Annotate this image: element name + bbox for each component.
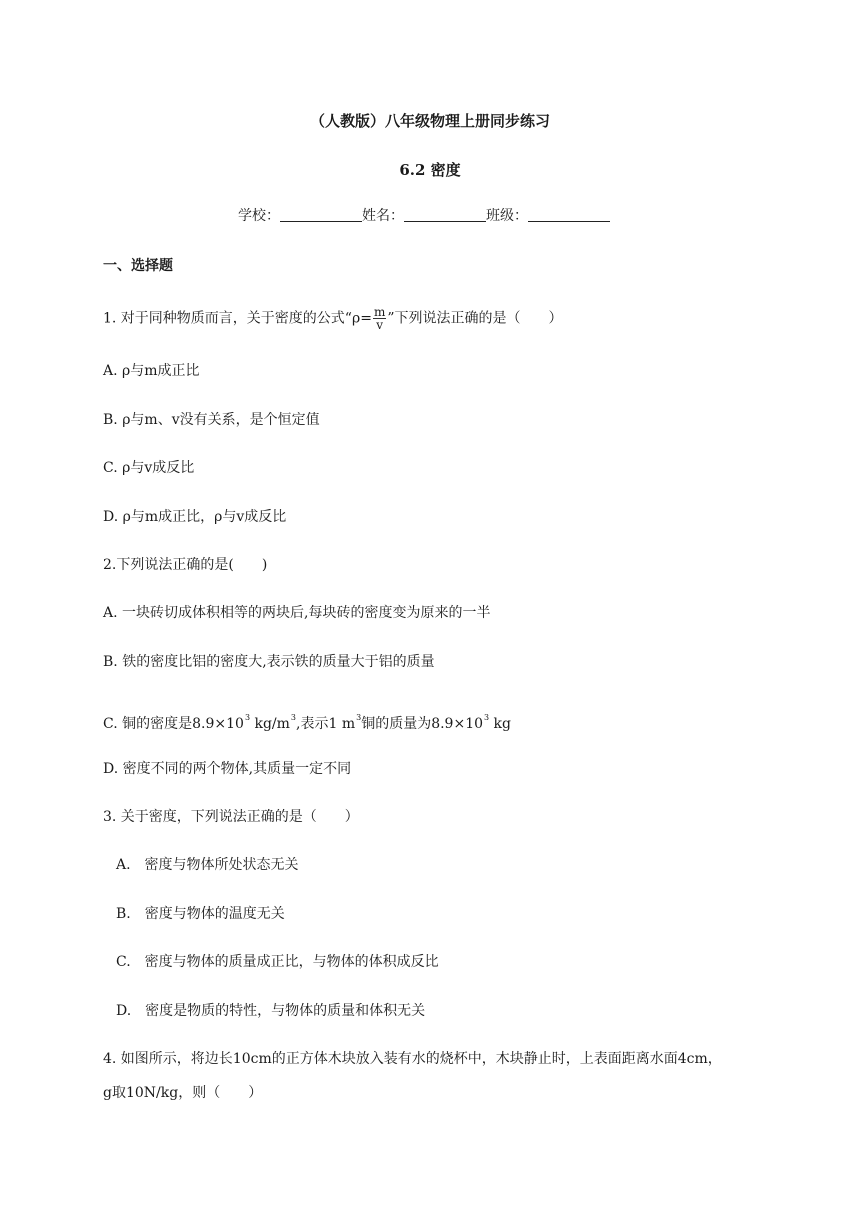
- q1-option-c: C. ρ与v成反比: [103, 460, 195, 476]
- q1-stem-after: ”下列说法正确的是（ ）: [387, 310, 563, 327]
- fraction-numerator: m: [373, 305, 386, 319]
- school-label: 学校：: [238, 208, 280, 224]
- q3-option-c: C. 密度与物体的质量成正比，与物体的体积成反比: [116, 954, 439, 970]
- question-1-stem: [103, 306, 563, 331]
- q2-option-d: D. 密度不同的两个物体,其质量一定不同: [103, 761, 352, 777]
- q1-option-a: A. ρ与m成正比: [103, 363, 200, 379]
- q2c-sup3: 3: [356, 713, 362, 722]
- q3-option-d: D. 密度是物质的特性，与物体的质量和体积无关: [116, 1003, 426, 1019]
- question-2-stem: 2.下列说法正确的是( ): [103, 557, 268, 573]
- question-4-stem-line1: 4. 如图所示，将边长10cm的正方体木块放入装有水的烧杯中，木块静止时，上表面距离水面4cm，: [103, 1051, 722, 1067]
- q2c-sup2: 3: [290, 713, 297, 722]
- q3-option-a: A. 密度与物体所处状态无关: [116, 857, 299, 873]
- q2c-part3: ,表示1 m: [296, 716, 356, 732]
- q1-stem-before: 1. 对于同种物质而言，关于密度的公式“ρ=: [103, 310, 372, 327]
- q2-option-b: B. 铁的密度比铝的密度大,表示铁的质量大于铝的质量: [103, 654, 435, 670]
- question-3-stem: 3. 关于密度，下列说法正确的是（ ）: [103, 809, 359, 825]
- q2-option-a: A. 一块砖切成体积相等的两块后,每块砖的密度变为原来的一半: [103, 605, 491, 621]
- question-4-stem-line2: g取10N/kg，则（ ）: [103, 1085, 263, 1101]
- q1-option-b: B. ρ与m、v没有关系，是个恒定值: [103, 412, 320, 428]
- density-formula-fraction: [373, 306, 386, 331]
- q2c-sup1: 3: [244, 713, 251, 722]
- document-subtitle: 6.2 密度: [399, 161, 461, 179]
- class-blank[interactable]: [528, 207, 610, 222]
- q2c-sup4: 3: [484, 713, 490, 722]
- q1-option-d: D. ρ与m成正比，ρ与v成反比: [103, 509, 287, 525]
- q2-option-c: [103, 708, 511, 734]
- name-label: 姓名：: [362, 208, 404, 224]
- fraction-denominator: v: [376, 318, 384, 332]
- student-info-line: [238, 206, 610, 226]
- name-blank[interactable]: [404, 207, 486, 222]
- section-heading: 一、选择题: [103, 258, 173, 274]
- class-label: 班级：: [486, 208, 528, 224]
- school-blank[interactable]: [280, 207, 362, 222]
- q2c-part5: kg: [489, 716, 512, 732]
- q2c-part4: 铜的质量为8.9×10: [361, 716, 484, 732]
- q2c-part2: kg/m: [250, 716, 290, 732]
- q3-option-b: B. 密度与物体的温度无关: [116, 906, 285, 922]
- document-title: （人教版）八年级物理上册同步练习: [309, 112, 550, 130]
- q2c-part1: C. 铜的密度是8.9×10: [103, 716, 244, 732]
